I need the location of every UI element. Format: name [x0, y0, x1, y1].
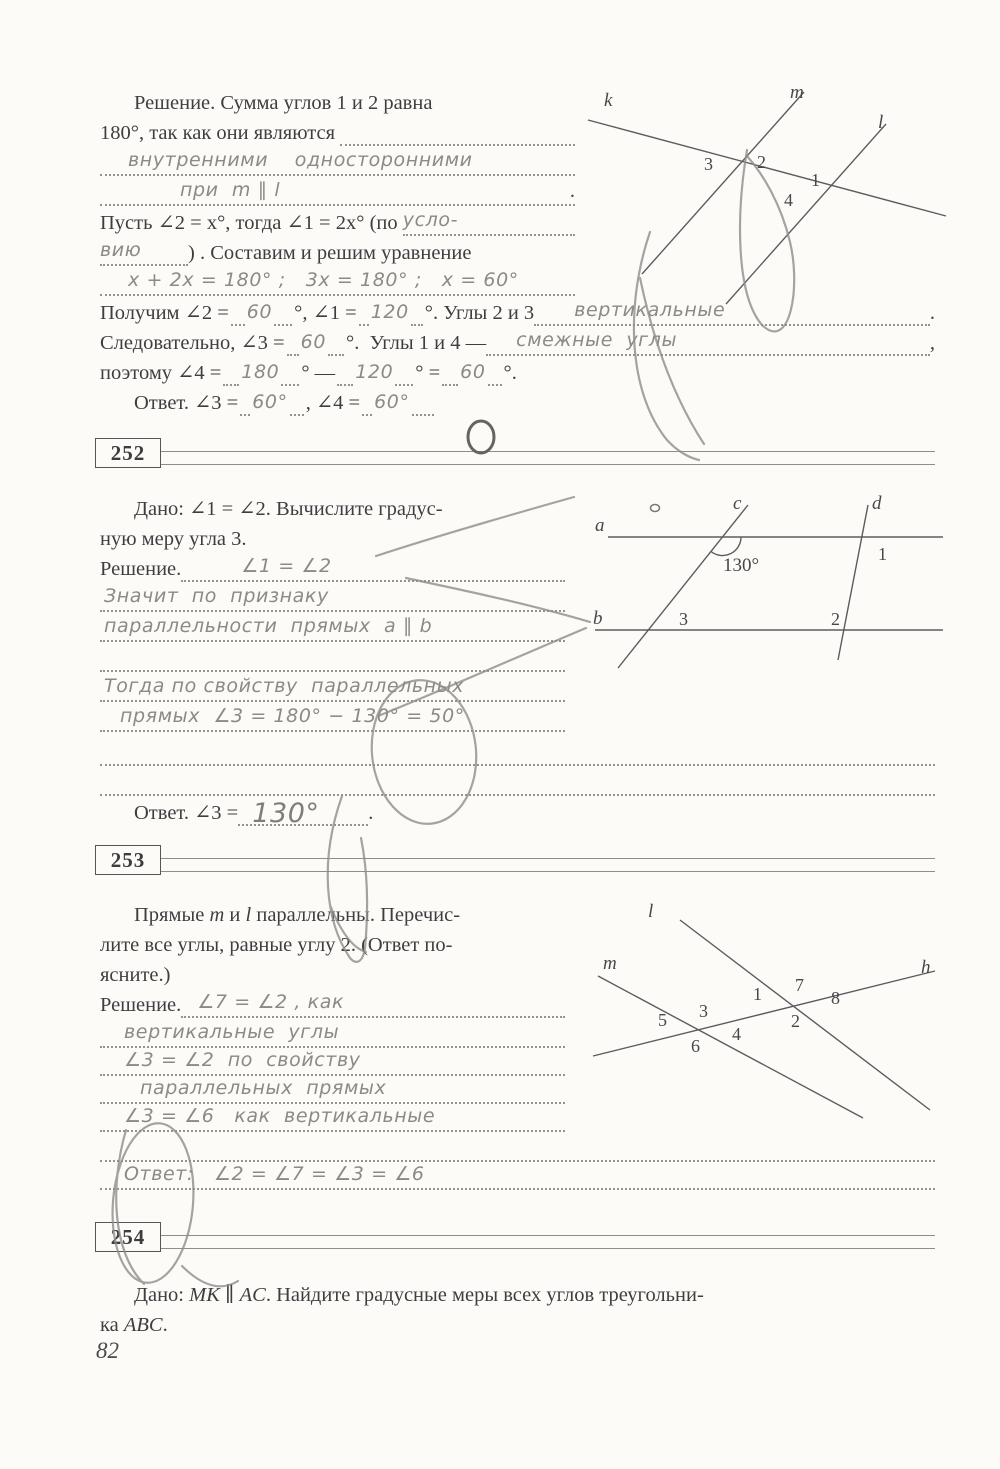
- handwritten-answer: смежные углы: [516, 329, 678, 351]
- angle-label-3: 3: [704, 154, 713, 174]
- line-label-k: k: [604, 90, 613, 111]
- section-divider: [95, 438, 935, 472]
- answer-line: [100, 386, 436, 416]
- angle-label-2: 2: [757, 152, 766, 172]
- dotted-rule: [100, 1074, 565, 1104]
- solution-line: [100, 266, 575, 296]
- handwritten-text: ∠3 = ∠6 как вертикальные: [124, 1105, 436, 1127]
- printed-text: ABC: [123, 1314, 163, 1336]
- line-label-m: m: [603, 953, 617, 974]
- dotted-rule: [362, 410, 372, 416]
- printed-text: .: [569, 180, 575, 202]
- solution-line: [100, 642, 565, 672]
- handwritten-text: ∠3 = ∠2 по свойству: [124, 1049, 361, 1071]
- angle-label-7: 7: [795, 975, 804, 995]
- handwritten-text: Тогда по свойству параллельных: [104, 675, 465, 697]
- angle-label-8: 8: [831, 988, 840, 1008]
- printed-text: ясните.): [100, 964, 171, 986]
- printed-text: поэтому ∠4 =: [100, 362, 222, 384]
- printed-text: .: [929, 302, 935, 324]
- handwritten-text: внутренними односторонними: [128, 149, 473, 171]
- problem-number-badge: 252: [95, 438, 161, 468]
- section-divider: [95, 1222, 935, 1256]
- figure-253: [585, 893, 955, 1158]
- printed-text: ) . Составим и решим уравнение: [188, 242, 472, 264]
- handwritten-text: ∠1 = ∠2: [241, 555, 332, 577]
- figure-252-lines: [595, 505, 943, 668]
- printed-text: Пусть ∠2 = x°, тогда ∠1 = 2x° (по: [100, 212, 403, 234]
- printed-text: l: [245, 904, 252, 926]
- figure-252: [585, 495, 955, 680]
- solution-line: [100, 116, 575, 146]
- handwritten-answer: Ответ: ∠2 = ∠7 = ∠3 = ∠6: [124, 1163, 425, 1185]
- problem-statement: [100, 1278, 935, 1308]
- angle-label-3: 3: [699, 1001, 708, 1021]
- line-l: [726, 124, 886, 304]
- handwritten-answer: 60°: [252, 391, 288, 413]
- solution-line: [100, 612, 565, 642]
- printed-text: ную меру угла 3.: [100, 528, 247, 550]
- divider-rule: [95, 464, 935, 465]
- angle-label-1: 1: [811, 170, 820, 190]
- line-label-a: a: [595, 515, 605, 536]
- solution-line: [100, 1074, 565, 1104]
- figure-251-lines: [588, 92, 946, 304]
- handwritten-text: при m ∥ l: [180, 179, 281, 201]
- angle-label-4: 4: [784, 190, 793, 210]
- handwritten-answer: 60: [300, 331, 327, 353]
- line-label-b: b: [593, 608, 603, 629]
- solution-line: [100, 552, 565, 582]
- solution-line: [100, 988, 565, 1018]
- dotted-rule: [100, 146, 575, 176]
- printed-text: .: [162, 1314, 168, 1336]
- solution-line: [100, 582, 565, 612]
- solution-line: [100, 236, 575, 266]
- line-l: [680, 920, 930, 1110]
- handwritten-answer: 120: [370, 301, 409, 323]
- solution-line: [100, 736, 935, 766]
- dotted-rule: [181, 552, 565, 582]
- problem-statement: [100, 958, 575, 988]
- printed-text: AC: [239, 1284, 266, 1306]
- solution-line: [100, 1018, 565, 1048]
- line-label-h: h: [921, 957, 931, 978]
- printed-text: лите все углы, равные углу 2. (Ответ по-: [100, 934, 453, 956]
- handwritten-answer: 60°: [374, 391, 410, 413]
- printed-text: Решение.: [100, 558, 182, 580]
- printed-text: параллельны. Перечис-: [251, 904, 461, 926]
- printed-text: Решение. Сумма углов 1 и 2 равна: [134, 92, 433, 114]
- dotted-rule: [100, 702, 565, 732]
- angle-label-6: 6: [691, 1036, 700, 1056]
- solution-line: [100, 356, 517, 386]
- printed-text: ° —: [301, 362, 336, 384]
- printed-text: ∥: [219, 1284, 240, 1306]
- line-label-l: l: [648, 901, 654, 922]
- handwritten-answer: 120: [355, 361, 394, 383]
- line-label-c: c: [733, 495, 742, 514]
- printed-text: .: [368, 802, 374, 824]
- printed-text: °. Углы 2 и 3: [424, 302, 535, 324]
- line-label-m: m: [790, 82, 804, 103]
- solution-line: [100, 1102, 565, 1132]
- printed-text: Ответ. ∠3 =: [134, 392, 239, 414]
- handwritten-text: ∠7 = ∠2 , как: [197, 991, 345, 1013]
- line-m: [598, 976, 863, 1118]
- divider-rule: [161, 451, 935, 452]
- problem-statement: [100, 522, 575, 552]
- handwritten-answer: 130°: [252, 798, 320, 829]
- dotted-rule: [100, 1102, 565, 1132]
- answer-line: [100, 790, 480, 829]
- divider-rule: [95, 871, 935, 872]
- handwritten-text: x + 2x = 180° ; 3x = 180° ; x = 60°: [128, 269, 519, 291]
- problem-statement: [100, 1308, 935, 1338]
- printed-text: ° =: [415, 362, 441, 384]
- figure-251: [568, 78, 968, 338]
- printed-text: ,: [929, 332, 935, 354]
- dotted-rule: [100, 266, 575, 296]
- printed-text: Дано: ∠1 = ∠2. Вычислите градус-: [134, 498, 443, 520]
- problem-statement: [100, 928, 575, 958]
- section-divider: [95, 845, 935, 879]
- printed-text: Дано:: [134, 1284, 190, 1306]
- angle-label-2: 2: [791, 1011, 800, 1031]
- problem-number-badge: 253: [95, 845, 161, 875]
- printed-text: Следовательно, ∠3 =: [100, 332, 285, 354]
- solution-line: [100, 86, 575, 116]
- line-c: [618, 505, 748, 668]
- dotted-rule: [100, 1160, 935, 1190]
- angle-label-3: 3: [679, 609, 688, 629]
- handwritten-text: вию: [100, 239, 142, 261]
- page-number: 82: [96, 1338, 119, 1363]
- printed-text: , ∠4 =: [305, 392, 361, 414]
- dotted-rule: [100, 736, 935, 766]
- problem-number-badge: 254: [95, 1222, 161, 1252]
- printed-text: Ответ. ∠3 =: [134, 802, 239, 824]
- printed-text: °, ∠1 =: [294, 302, 357, 324]
- dotted-rule: [442, 380, 458, 386]
- dotted-rule: [181, 988, 565, 1018]
- line-label-l: l: [878, 112, 884, 133]
- angle-label-1: 1: [753, 984, 762, 1004]
- dotted-rule: [290, 410, 304, 416]
- handwritten-text: параллельности прямых a ∥ b: [104, 615, 433, 637]
- printed-text: Прямые: [134, 904, 210, 926]
- printed-text: ка: [100, 1314, 124, 1336]
- dotted-rule: [100, 176, 575, 206]
- dotted-rule: [100, 1046, 565, 1076]
- printed-text: Получим ∠2 =: [100, 302, 229, 324]
- solution-line: [100, 702, 565, 732]
- solution-line: [100, 672, 565, 702]
- handwritten-answer: 60: [246, 301, 273, 323]
- angle-value-130: 130°: [723, 555, 760, 576]
- handwritten-answer: вертикальные: [574, 299, 726, 321]
- handwritten-text: прямых ∠3 = 180° − 130° = 50°: [120, 705, 465, 727]
- handwritten-text: Значит по признаку: [104, 585, 329, 607]
- dotted-rule: [340, 116, 575, 146]
- angle-label-5: 5: [658, 1010, 667, 1030]
- dotted-rule: [238, 790, 368, 829]
- handwritten-text: вертикальные углы: [124, 1021, 340, 1043]
- dotted-rule: [100, 582, 565, 612]
- line-label-d: d: [872, 495, 882, 514]
- handwritten-text: параллельных прямых: [140, 1077, 387, 1099]
- divider-rule: [95, 1248, 935, 1249]
- printed-text: . Найдите градусные меры всех углов треугольни-: [265, 1284, 704, 1306]
- dotted-rule: [412, 410, 434, 416]
- printed-text: °.: [503, 362, 517, 384]
- printed-text: MK: [189, 1284, 220, 1306]
- dotted-rule: [100, 236, 188, 266]
- solution-line: [100, 176, 575, 206]
- printed-text: Решение.: [100, 994, 182, 1016]
- printed-text: 180°, так как они являются: [100, 122, 341, 144]
- solution-line: [100, 1046, 565, 1076]
- handwritten-answer: 180: [241, 361, 280, 383]
- printed-text: и: [224, 904, 246, 926]
- dotted-rule: [403, 206, 575, 236]
- printed-text: °. Углы 1 и 4 —: [346, 332, 487, 354]
- dotted-rule: [240, 410, 250, 416]
- line-m: [642, 92, 804, 274]
- printed-text: m: [209, 904, 225, 926]
- dotted-rule: [100, 672, 565, 702]
- figure-253-lines: [593, 920, 935, 1118]
- divider-rule: [161, 858, 935, 859]
- dotted-rule: [488, 380, 502, 386]
- angle-label-2: 2: [831, 609, 840, 629]
- handwritten-answer: 60: [460, 361, 486, 383]
- dotted-rule: [100, 642, 565, 672]
- problem-statement: [100, 492, 575, 522]
- answer-line: [100, 1160, 935, 1190]
- dotted-rule: [100, 1018, 565, 1048]
- angle-label-1: 1: [878, 544, 887, 564]
- angle-label-4: 4: [732, 1024, 741, 1044]
- solution-line: [100, 206, 575, 236]
- handwritten-text: усло-: [402, 209, 459, 231]
- solution-line: [100, 146, 575, 176]
- problem-statement: [100, 898, 575, 928]
- dotted-rule: [100, 612, 565, 642]
- line-d: [838, 505, 868, 660]
- divider-rule: [161, 1235, 935, 1236]
